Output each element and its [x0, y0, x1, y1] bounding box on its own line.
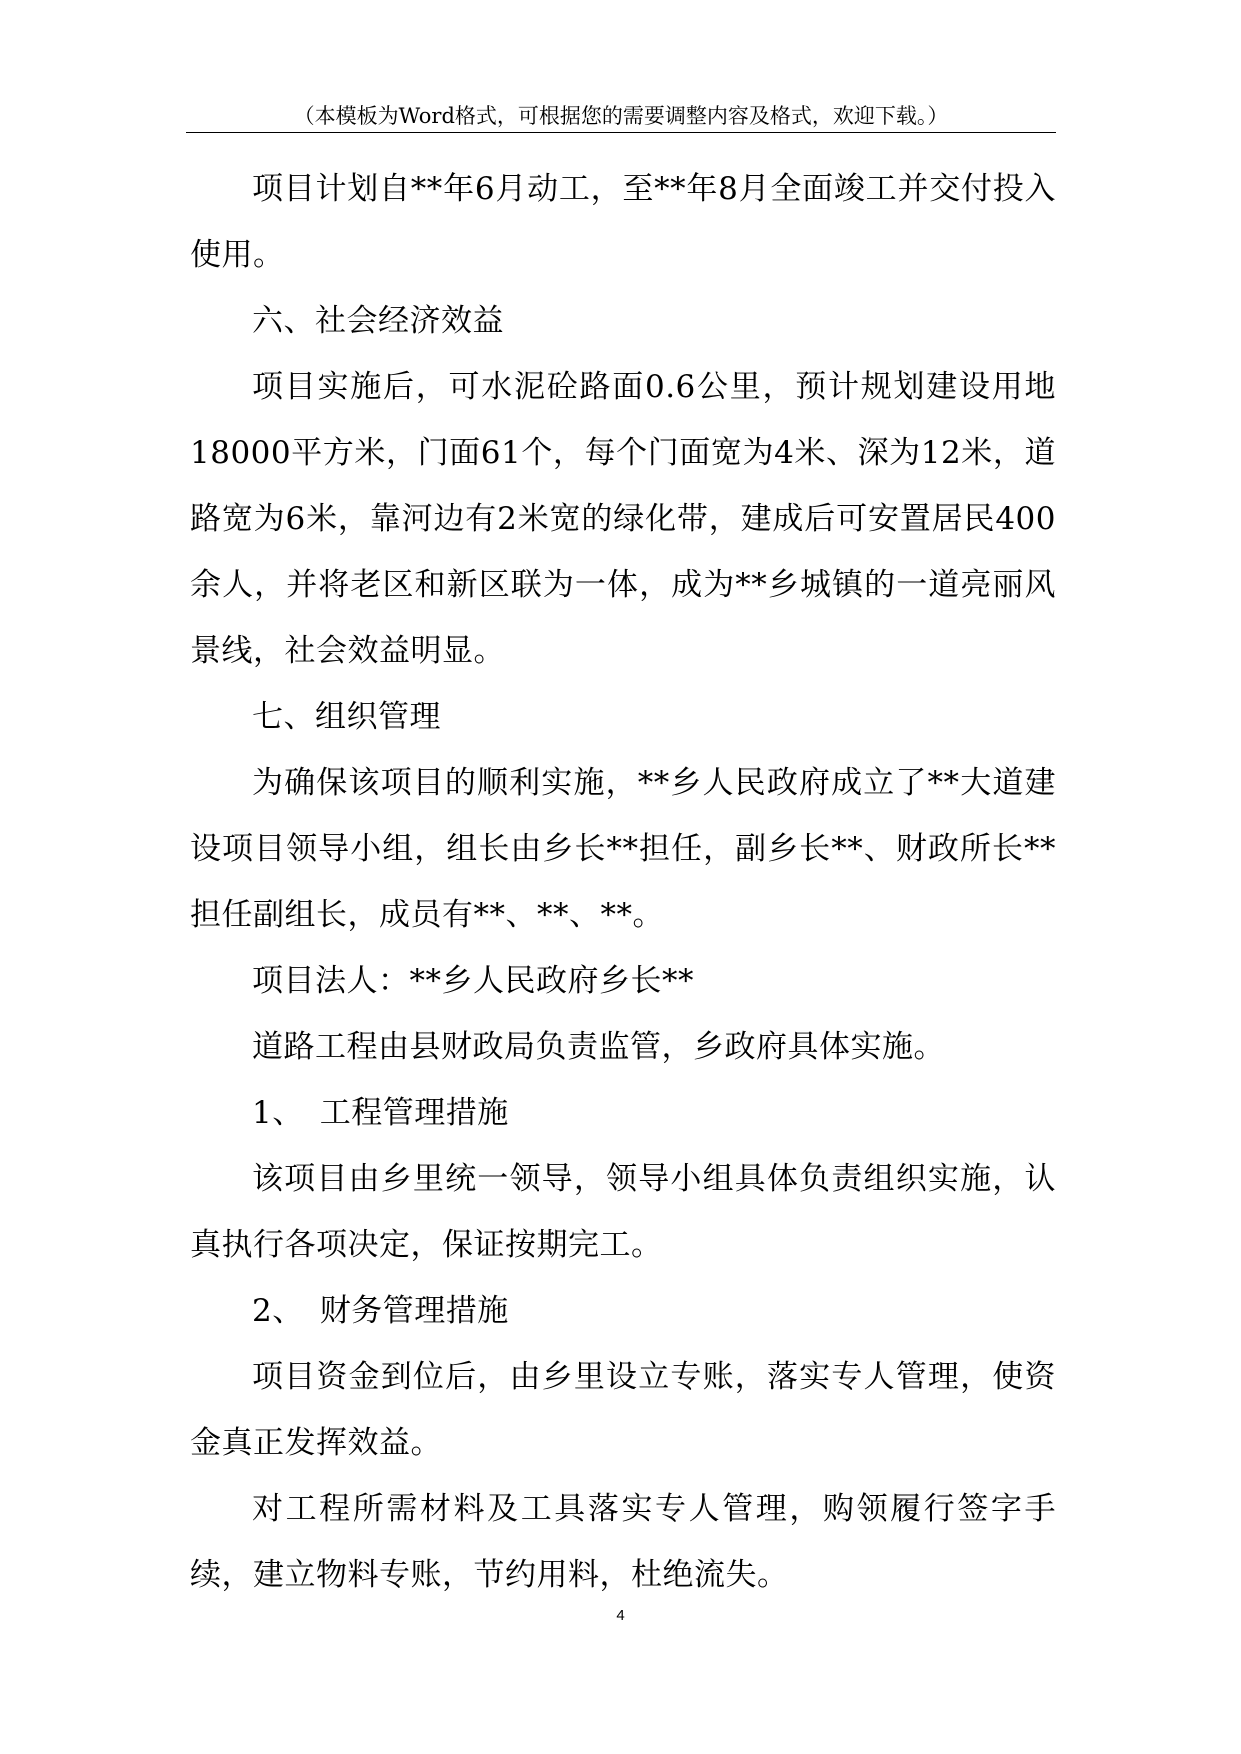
header-divider — [186, 132, 1056, 133]
paragraph-schedule: 项目计划自**年6月动工，至**年8月全面竣工并交付投入使用。 — [190, 171, 1056, 273]
subheading-engineering-measures: 1、 工程管理措施 — [252, 1095, 509, 1131]
paragraph-legal-person: 项目法人：**乡人民政府乡长** — [252, 963, 694, 999]
paragraph-benefits: 项目实施后，可水泥砼路面0.6公里，预计规划建设用地18000平方米，门面61个，每个门面宽为4米、深为12米，道路宽为6米，靠河边有2米宽的绿化带，建成后可安置居民400余人，并将老区和新区联为一体，成为**乡城镇的一道亮丽风景线，社会效益明显。 — [190, 369, 1056, 669]
template-note: （本模板为Word格式，可根据您的需要调整内容及格式，欢迎下载。） — [293, 104, 949, 128]
page-number: 4 — [616, 1607, 625, 1624]
section-heading-management: 七、组织管理 — [252, 699, 441, 735]
paragraph-leadership-group: 为确保该项目的顺利实施，**乡人民政府成立了**大道建设项目领导小组，组长由乡长**担任，副乡长**、财政所长**担任副组长，成员有**、**、**。 — [190, 765, 1056, 933]
paragraph-financial-measures: 项目资金到位后，由乡里设立专账，落实专人管理，使资金真正发挥效益。 — [190, 1359, 1056, 1461]
section-heading-benefits: 六、社会经济效益 — [252, 303, 504, 339]
subheading-financial-measures: 2、 财务管理措施 — [252, 1293, 509, 1329]
paragraph-materials-management: 对工程所需材料及工具落实专人管理，购领履行签字手续，建立物料专账，节约用料，杜绝流失。 — [190, 1491, 1056, 1593]
paragraph-engineering-measures: 该项目由乡里统一领导，领导小组具体负责组织实施，认真执行各项决定，保证按期完工。 — [190, 1161, 1056, 1263]
document-body — [190, 156, 1056, 1608]
paragraph-supervision: 道路工程由县财政局负责监管，乡政府具体实施。 — [252, 1029, 945, 1065]
